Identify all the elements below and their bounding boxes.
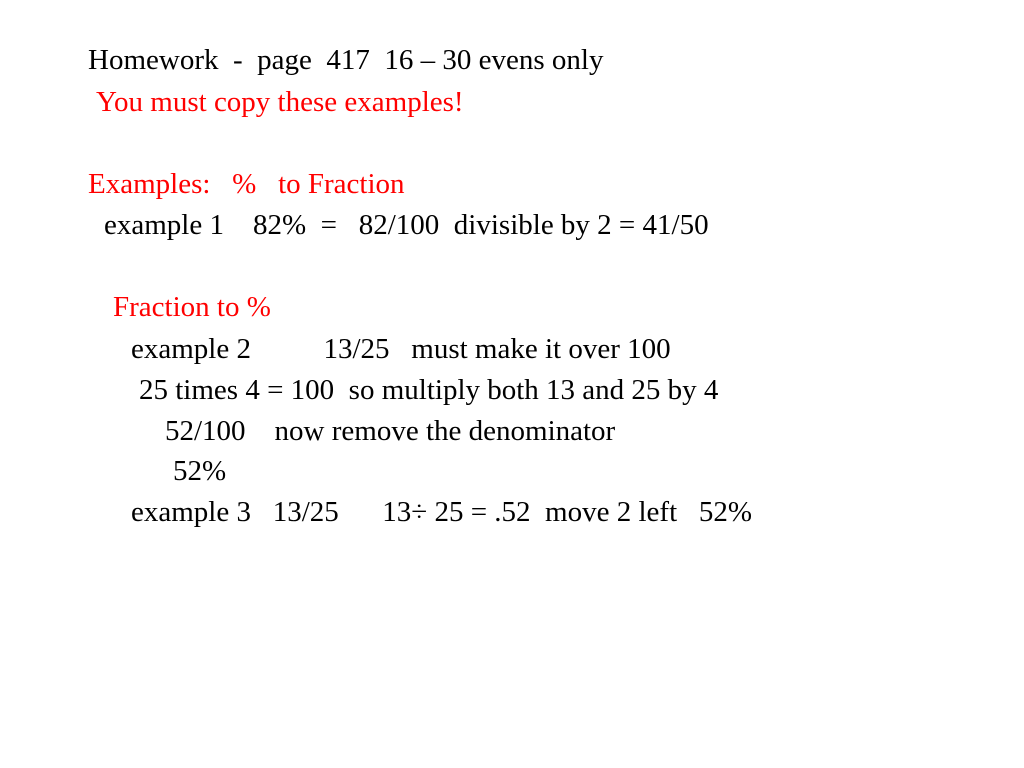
example-2-line: example 2 13/25 must make it over 100 [131, 333, 671, 365]
example-2-step-remove-denominator: 52/100 now remove the denominator [165, 415, 616, 447]
percent-to-fraction-heading: Examples: % to Fraction [88, 168, 405, 200]
example-3-line: example 3 13/25 13÷ 25 = .52 move 2 left 52% [131, 496, 753, 528]
fraction-to-percent-heading: Fraction to % [113, 291, 271, 323]
copy-instruction-line: You must copy these examples! [96, 86, 464, 118]
homework-line: Homework - page 417 16 – 30 evens only [88, 44, 604, 76]
example-2-step-multiply: 25 times 4 = 100 so multiply both 13 and 25 by 4 [139, 374, 719, 406]
example-2-result: 52% [173, 455, 227, 487]
example-1-line: example 1 82% = 82/100 divisible by 2 = 41/50 [104, 209, 709, 241]
